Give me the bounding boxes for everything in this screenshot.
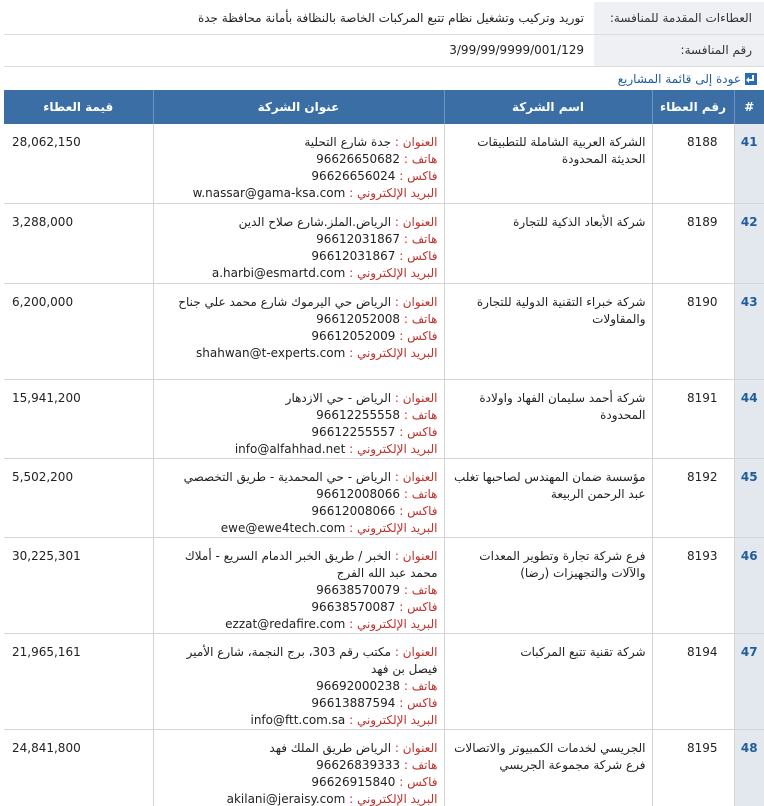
phone-value: 96612255558 [316,408,401,422]
company-address [153,124,444,204]
company-name: شركة تقنية تتبع المركبات [444,634,652,730]
table-row [4,380,764,459]
address-line [162,469,438,486]
address-line [162,294,438,311]
bids-table [4,90,764,806]
row-index[interactable] [734,538,764,634]
fax-line [162,424,438,441]
email-label: البريد الإلكتروني : [349,792,438,806]
bid-value: 5,502,200 [4,459,153,538]
address-label: العنوان : [394,134,438,149]
back-link-label: عودة إلى قائمة المشاريع [617,71,741,86]
address-line [162,644,438,678]
table-row [4,634,764,730]
phone-label: هاتف : [403,487,438,501]
column-header-index[interactable]: # [734,90,764,124]
phone-label: هاتف : [403,312,438,326]
row-index[interactable] [734,459,764,538]
tender-number-value: 3/99/99/9999/001/129 [4,34,594,66]
email-value: ezzat@redafire.com [225,617,346,631]
column-header-value[interactable]: قيمة العطاء [4,90,153,124]
bid-value: 3,288,000 [4,204,153,284]
address-value: الرياض - حي الازدهار [285,391,392,405]
phone-line [162,311,438,328]
phone-value: 96626650682 [316,151,401,166]
address-value: الرياض حي اليرموك شارع محمد علي جناح [178,295,392,309]
fax-value: 96612255557 [311,425,396,439]
phone-value: 96612052008 [316,312,401,326]
address-label: العنوان : [394,645,438,659]
company-address [153,459,444,538]
row-index-link[interactable]: 44 [740,391,758,405]
bid-number: 8188 [652,124,734,204]
email-value: a.harbi@esmartd.com [211,266,346,280]
email-label: البريد الإلكتروني : [349,617,438,631]
fax-label: فاكس : [399,696,438,710]
address-label: العنوان : [394,391,438,405]
fax-label: فاكس : [399,600,438,614]
fax-label: فاكس : [399,168,438,183]
bid-number: 8194 [652,634,734,730]
row-index-link[interactable]: 46 [740,549,758,563]
address-value: مكتب رقم 303، برج النجمة، شارع الأمير فيصل بن فهد [186,645,438,676]
bid-number: 8195 [652,730,734,806]
email-line [162,441,438,458]
email-line [162,520,438,537]
column-header-company[interactable]: اسم الشركة [444,90,652,124]
phone-value: 96638570079 [316,583,401,597]
back-bar [0,68,764,90]
row-index-link[interactable]: 41 [740,134,758,149]
fax-line [162,774,438,791]
address-label: العنوان : [394,549,438,563]
address-label: العنوان : [394,741,438,755]
bid-value: 21,965,161 [4,634,153,730]
address-label: العنوان : [394,295,438,309]
row-index-link[interactable]: 42 [740,215,758,229]
back-to-projects-link[interactable] [618,72,758,86]
row-index-link[interactable]: 45 [740,470,758,484]
address-value: الرياض - حي المحمدية - طريق التخصصي [183,470,392,484]
table-row [4,284,764,380]
table-row [4,459,764,538]
company-name: مؤسسة ضمان المهندس لصاحبها تغلب عبد الرحمن الربيعة [444,459,652,538]
fax-value: 96612052009 [311,329,396,343]
tender-info [4,2,764,67]
phone-line [162,582,438,599]
company-name: الجريسي لخدمات الكمبيوتر والاتصالات فرع شركة مجموعة الجريسي [444,730,652,806]
phone-label: هاتف : [403,232,438,246]
company-name: شركة أحمد سليمان الفهاد واولادة المحدودة [444,380,652,459]
phone-label: هاتف : [403,758,438,772]
bid-number: 8192 [652,459,734,538]
phone-value: 96626839333 [316,758,401,772]
phone-line [162,407,438,424]
email-value: shahwan@t-experts.com [196,346,346,360]
email-label: البريد الإلكتروني : [349,521,438,535]
bid-number: 8193 [652,538,734,634]
fax-label: فاكس : [399,249,438,263]
company-address [153,538,444,634]
address-line [162,548,438,582]
address-value: الرياض طريق الملك فهد [269,741,392,755]
bid-value: 6,200,000 [4,284,153,380]
fax-value: 96613887594 [311,696,396,710]
address-value: الرياض.الملز.شارع صلاح الدين [238,215,392,229]
email-label: البريد الإلكتروني : [349,346,438,360]
column-header-bid-no[interactable]: رقم العطاء [652,90,734,124]
fax-value: 96638570087 [311,600,396,614]
tender-number-row [4,34,764,66]
email-line [162,712,438,729]
email-value: info@alfahhad.net [234,442,346,456]
address-line [162,134,438,151]
fax-value: 96626656024 [311,168,396,183]
company-name: الشركة العربية الشاملة للتطبيقات الحديثة المحدودة [444,124,652,204]
phone-line [162,151,438,168]
back-arrow-icon [744,72,758,86]
tender-bids-row [4,2,764,34]
email-line [162,185,438,202]
fax-line [162,695,438,712]
bid-number: 8191 [652,380,734,459]
phone-line [162,486,438,503]
email-value: akilani@jeraisy.com [226,792,346,806]
phone-line [162,678,438,695]
phone-value: 96612031867 [316,232,401,246]
email-value: w.nassar@gama-ksa.com [192,185,346,200]
row-index[interactable] [734,124,764,204]
email-label: البريد الإلكتروني : [349,185,438,200]
row-index[interactable] [734,380,764,459]
bid-value: 24,841,800 [4,730,153,806]
fax-line [162,168,438,185]
email-value: ewe@ewe4tech.com [220,521,346,535]
address-label: العنوان : [394,215,438,229]
address-value: جدة شارع التحلية [304,134,392,149]
email-label: البريد الإلكتروني : [349,442,438,456]
phone-line [162,757,438,774]
fax-value: 96626915840 [311,775,396,789]
bid-number: 8190 [652,284,734,380]
bid-value: 30,225,301 [4,538,153,634]
address-line [162,390,438,407]
row-index-link[interactable]: 43 [740,295,758,309]
table-row [4,538,764,634]
email-label: البريد الإلكتروني : [349,266,438,280]
fax-label: فاكس : [399,504,438,518]
fax-value: 96612008066 [311,504,396,518]
fax-label: فاكس : [399,425,438,439]
bid-value: 15,941,200 [4,380,153,459]
company-name: شركة خبراء التقنية الدولية للتجارة والمقاولات [444,284,652,380]
row-index[interactable] [734,634,764,730]
email-value: info@ftt.com.sa [250,713,346,727]
phone-label: هاتف : [403,408,438,422]
company-address [153,204,444,284]
email-line [162,265,438,282]
fax-label: فاكس : [399,775,438,789]
company-address [153,634,444,730]
address-line [162,214,438,231]
table-header [4,90,764,124]
tender-bids-value: توريد وتركيب وتشغيل نظام تتبع المركبات الخاصة بالنظافة بأمانة محافظة جدة [4,2,594,34]
fax-value: 96612031867 [311,249,396,263]
email-line [162,345,438,362]
phone-label: هاتف : [403,679,438,693]
bid-value: 28,062,150 [4,124,153,204]
row-index[interactable] [734,284,764,380]
row-index-link[interactable]: 48 [740,741,758,755]
table-row [4,730,764,806]
email-line [162,616,438,633]
column-header-address[interactable]: عنوان الشركة [153,90,444,124]
phone-label: هاتف : [403,151,438,166]
company-address [153,380,444,459]
fax-line [162,248,438,265]
email-line [162,791,438,806]
company-name: فرع شركة تجارة وتطوير المعدات والآلات والتجهيزات (رضا) [444,538,652,634]
fax-line [162,503,438,520]
phone-value: 96692000238 [316,679,401,693]
company-address [153,730,444,806]
company-address [153,284,444,380]
phone-label: هاتف : [403,583,438,597]
address-line [162,740,438,757]
phone-line [162,231,438,248]
row-index-link[interactable]: 47 [740,645,758,659]
tender-bids-label: العطاءات المقدمة للمنافسة: [594,2,764,34]
fax-label: فاكس : [399,329,438,343]
phone-value: 96612008066 [316,487,401,501]
table-row [4,204,764,284]
row-index[interactable] [734,204,764,284]
fax-line [162,328,438,345]
row-index[interactable] [734,730,764,806]
tender-number-label: رقم المنافسة: [594,34,764,66]
company-name: شركة الأبعاد الذكية للتجارة [444,204,652,284]
fax-line [162,599,438,616]
email-label: البريد الإلكتروني : [349,713,438,727]
address-value: الخبر / طريق الخبر الدمام السريع - أملاك محمد عبد الله الفرج [184,549,438,580]
bid-number: 8189 [652,204,734,284]
table-row [4,124,764,204]
address-label: العنوان : [394,470,438,484]
